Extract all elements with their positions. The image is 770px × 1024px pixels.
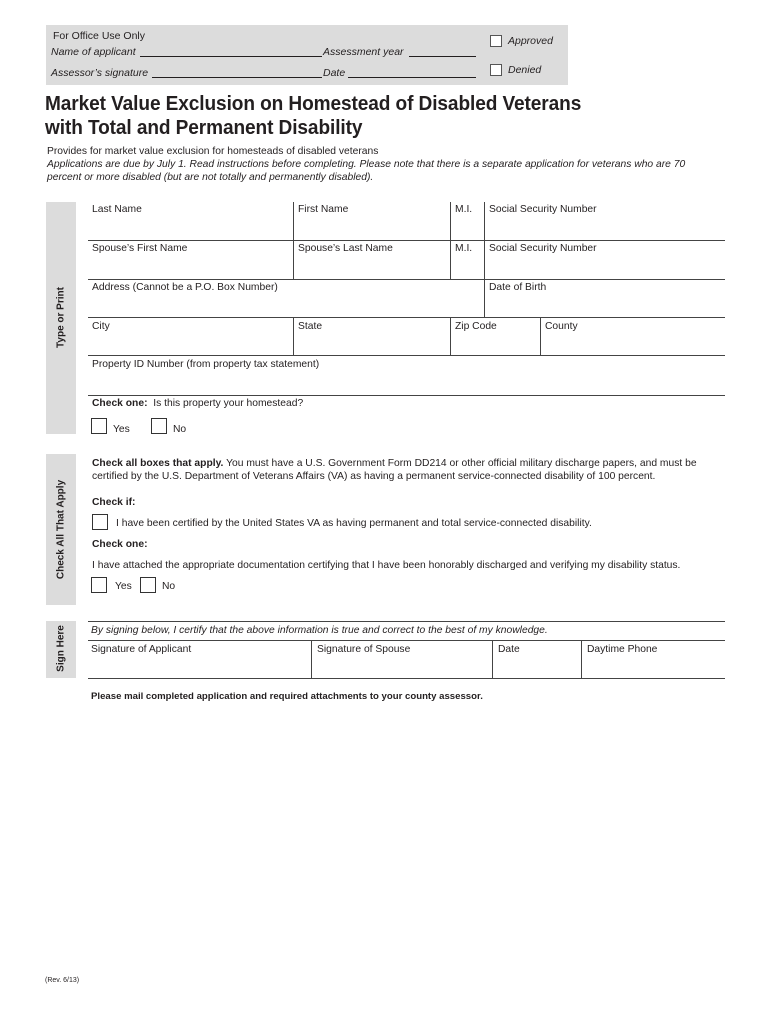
state-field[interactable]: State bbox=[298, 321, 323, 332]
office-title: For Office Use Only bbox=[53, 30, 145, 42]
check-all-label: Check All That Apply bbox=[55, 479, 67, 580]
spouse-first-name-field[interactable]: Spouse’s First Name bbox=[92, 243, 188, 254]
col-divider bbox=[581, 640, 582, 678]
type-or-print-label: Type or Print bbox=[55, 287, 67, 348]
check-all-instructions bbox=[92, 457, 732, 483]
form-title bbox=[45, 92, 581, 140]
county-field[interactable]: County bbox=[545, 321, 578, 332]
office-use-box bbox=[46, 25, 568, 85]
homestead-yes-label: Yes bbox=[113, 424, 130, 435]
row-divider bbox=[88, 640, 725, 641]
denied-checkbox[interactable] bbox=[490, 64, 502, 76]
revision-note: (Rev. 6/13) bbox=[45, 977, 80, 984]
homestead-yes-checkbox[interactable] bbox=[91, 418, 107, 434]
date-of-birth-field[interactable]: Date of Birth bbox=[489, 282, 547, 293]
row-divider bbox=[88, 355, 725, 356]
documentation-no-label: No bbox=[162, 581, 176, 592]
certification-statement: By signing below, I certify that the above information is true and correct to the best of my knowledge. bbox=[91, 625, 548, 636]
sign-here-sidebar bbox=[46, 621, 76, 678]
col-divider bbox=[311, 640, 312, 678]
homestead-question-text: Is this property your homestead? bbox=[153, 398, 304, 409]
check-all-intro-line2: certified by the U.S. Department of Veterans Affairs (VA) as having a permanent service-connected disability of 100 percent. bbox=[92, 471, 656, 482]
row-divider bbox=[88, 621, 725, 622]
col-divider bbox=[484, 279, 485, 317]
va-certified-label: I have been certified by the United States VA as having permanent and total service-connected disability. bbox=[116, 518, 592, 529]
spouse-signature-field[interactable]: Signature of Spouse bbox=[317, 644, 411, 655]
assessment-year-label: Assessment year bbox=[323, 46, 404, 58]
address-field[interactable]: Address (Cannot be a P.O. Box Number) bbox=[92, 282, 278, 293]
approved-label: Approved bbox=[508, 35, 553, 47]
type-or-print-sidebar bbox=[46, 202, 76, 434]
row-divider bbox=[88, 279, 725, 280]
office-date-label: Date bbox=[323, 67, 346, 79]
assessor-signature-line[interactable] bbox=[152, 77, 322, 78]
col-divider bbox=[492, 640, 493, 678]
check-all-intro: You must have a U.S. Government Form DD214 or other official military discharge papers, and must be bbox=[223, 458, 697, 469]
documentation-yes-checkbox[interactable] bbox=[91, 577, 107, 593]
spouse-middle-initial-field[interactable]: M.I. bbox=[455, 243, 473, 254]
row-divider bbox=[88, 240, 725, 241]
intro-line3: percent or more disabled (but are not totally and permanently disabled). bbox=[47, 172, 374, 183]
applicant-signature-field[interactable]: Signature of Applicant bbox=[91, 644, 192, 655]
intro-line2: Applications are due by July 1. Read instructions before completing. Please note that there is a separate application for veterans who are 70 bbox=[47, 159, 686, 170]
col-divider bbox=[484, 202, 485, 279]
zip-code-field[interactable]: Zip Code bbox=[455, 321, 497, 332]
applicant-name-line[interactable] bbox=[140, 56, 322, 57]
property-id-field[interactable]: Property ID Number (from property tax statement) bbox=[92, 359, 320, 370]
documentation-no-checkbox[interactable] bbox=[140, 577, 156, 593]
form-title-line2: with Total and Permanent Disability bbox=[45, 116, 363, 139]
assessment-year-line[interactable] bbox=[409, 56, 476, 57]
city-field[interactable]: City bbox=[92, 321, 110, 332]
col-divider bbox=[450, 202, 451, 279]
daytime-phone-field[interactable]: Daytime Phone bbox=[587, 644, 658, 655]
col-divider bbox=[540, 317, 541, 355]
row-divider bbox=[88, 678, 725, 679]
intro-line1: Provides for market value exclusion for homesteads of disabled veterans bbox=[47, 146, 379, 157]
homestead-no-checkbox[interactable] bbox=[151, 418, 167, 434]
signature-date-field[interactable]: Date bbox=[498, 644, 520, 655]
col-divider bbox=[293, 317, 294, 355]
ssn-field[interactable]: Social Security Number bbox=[489, 204, 597, 215]
approved-checkbox[interactable] bbox=[490, 35, 502, 47]
col-divider bbox=[450, 317, 451, 355]
spouse-ssn-field[interactable]: Social Security Number bbox=[489, 243, 597, 254]
check-all-heading: Check all boxes that apply. bbox=[92, 458, 224, 469]
check-all-sidebar bbox=[46, 454, 76, 605]
homestead-no-label: No bbox=[173, 424, 187, 435]
row-divider bbox=[88, 395, 725, 396]
last-name-field[interactable]: Last Name bbox=[92, 204, 142, 215]
check-if-heading: Check if: bbox=[92, 497, 136, 508]
check-one-heading: Check one: bbox=[92, 398, 148, 409]
denied-label: Denied bbox=[508, 64, 542, 76]
homestead-question bbox=[92, 398, 303, 409]
form-title-line1: Market Value Exclusion on Homestead of Disabled Veterans bbox=[45, 92, 582, 115]
documentation-attached-text: I have attached the appropriate documentation certifying that I have been honorably discharged and verifying my disability status. bbox=[92, 560, 681, 571]
documentation-yes-label: Yes bbox=[115, 581, 132, 592]
office-date-line[interactable] bbox=[348, 77, 476, 78]
assessor-signature-label: Assessor’s signature bbox=[51, 67, 149, 79]
col-divider bbox=[293, 202, 294, 279]
va-certified-checkbox[interactable] bbox=[92, 514, 108, 530]
first-name-field[interactable]: First Name bbox=[298, 204, 349, 215]
spouse-last-name-field[interactable]: Spouse’s Last Name bbox=[298, 243, 393, 254]
check-one-heading-2: Check one: bbox=[92, 539, 148, 550]
middle-initial-field[interactable]: M.I. bbox=[455, 204, 473, 215]
row-divider bbox=[88, 317, 725, 318]
applicant-name-label: Name of applicant bbox=[51, 46, 136, 58]
sign-here-label: Sign Here bbox=[55, 625, 67, 672]
mail-instructions: Please mail completed application and required attachments to your county assessor. bbox=[91, 691, 483, 702]
